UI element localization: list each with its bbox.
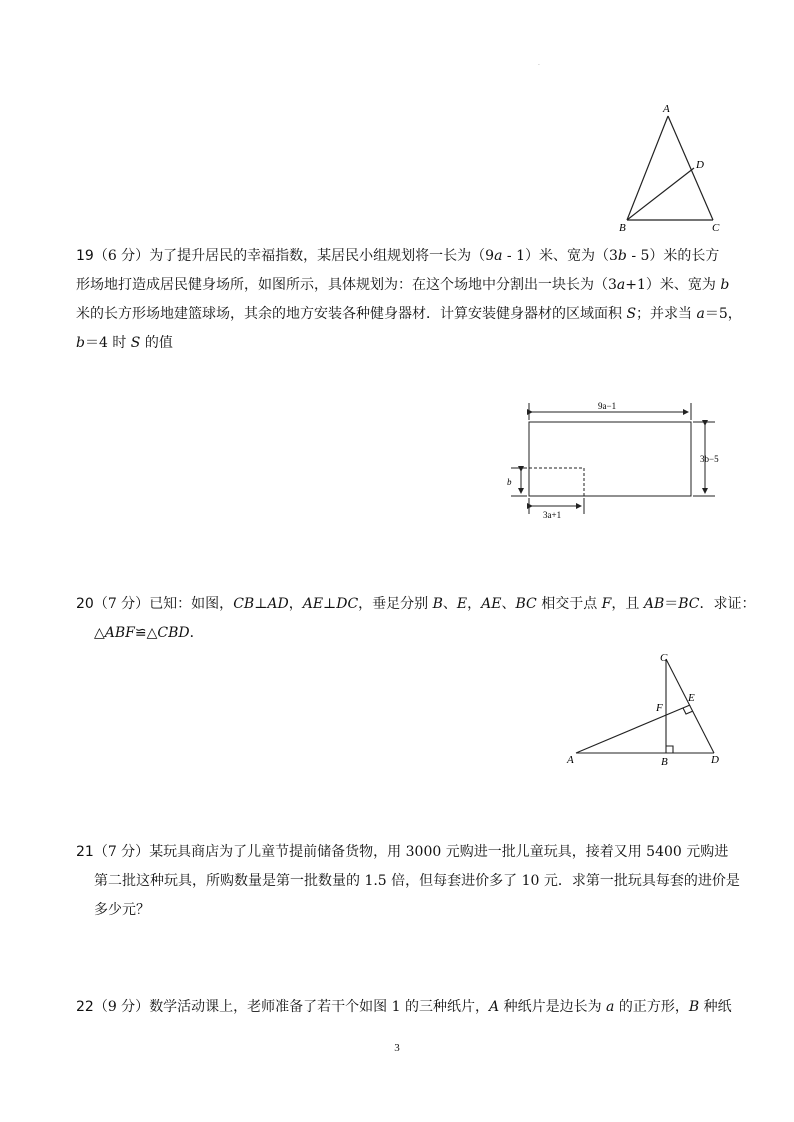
q22-text: B <box>688 999 700 1015</box>
question-score: （9 分） <box>93 999 150 1015</box>
segment-cd <box>666 659 714 753</box>
question-number: 19 <box>76 248 94 264</box>
label-d: D <box>711 754 719 766</box>
q20-text: CB <box>233 596 255 612</box>
q20-text: △ <box>94 625 105 641</box>
var-a: a <box>616 277 626 293</box>
q20-text: ⊥ <box>254 596 268 612</box>
question-number: 22 <box>76 999 94 1015</box>
label-b: B <box>661 756 668 768</box>
var-s: S <box>626 306 637 322</box>
var-a: a <box>696 306 705 322</box>
q20-text: BC <box>678 596 700 612</box>
label-b: B <box>619 222 626 234</box>
q22-text: 的正方形， <box>614 999 689 1015</box>
q19-text: ＝5， <box>704 306 742 322</box>
q21-text: 某玩具商店为了儿童节提前储备货物，用 3000 元购进一批儿童玩具，接着又用 5400 元购进 <box>149 844 729 860</box>
triangle-figure-q18 <box>610 100 730 235</box>
var-b: b <box>720 277 730 293</box>
q20-text: ， <box>467 596 482 612</box>
q20-text: E <box>456 596 468 612</box>
q19-text: ＝4 时 <box>84 335 131 351</box>
segment-ac <box>668 116 713 220</box>
question-number: 20 <box>76 596 94 612</box>
question-21 <box>76 838 740 925</box>
q20-text: B <box>432 596 443 612</box>
q20-text: AE <box>302 596 324 612</box>
q20-text: F <box>601 596 612 612</box>
q22-text: a <box>606 999 615 1015</box>
q21-text: 第二批这种玩具，所购数量是第一批数量的 1.5 倍，但每套进价多了 10 元．求第一批玩具每套的进价是 <box>94 873 740 889</box>
label-f: F <box>656 702 663 714</box>
right-dimension-label: 3b−5 <box>700 454 719 464</box>
question-19 <box>76 242 742 358</box>
q20-text: ABF <box>104 625 135 641</box>
q19-text: 形场地打造成居民健身场所，如图所示，具体规划为：在这个场地中分割出一块长为（3 <box>76 277 617 293</box>
q20-text: AE <box>481 596 502 612</box>
q20-text: 已知：如图， <box>149 596 234 612</box>
question-score: （7 分） <box>93 844 150 860</box>
label-d: D <box>696 159 704 171</box>
q20-text: BC <box>515 596 537 612</box>
q19-text: - 1）米、宽为（3 <box>502 248 618 264</box>
q20-text: AB <box>643 596 665 612</box>
q20-text: ，垂足分别 <box>358 596 433 612</box>
top-mark: · <box>538 62 540 69</box>
label-c: C <box>660 652 668 664</box>
q20-text: ＝ <box>664 596 679 612</box>
q19-text: 米的长方形场地建篮球场，其余的地方安装各种健身器材．计算安装健身器材的区域面积 <box>76 306 627 322</box>
bottom-dimension-label: 3a+1 <box>543 510 562 520</box>
q20-text: ， <box>288 596 303 612</box>
q19-text: +1）米、宽为 <box>625 277 721 293</box>
top-dimension-label: 9a−1 <box>598 401 617 411</box>
question-22 <box>76 993 732 1022</box>
q21-text: 多少元？ <box>94 902 150 918</box>
right-angle-b <box>666 746 673 753</box>
label-e: E <box>688 692 695 704</box>
q20-text: ≌△ <box>134 625 158 641</box>
q20-text: ．求证： <box>699 596 756 612</box>
triangle-figure-q20 <box>560 645 730 770</box>
label-c: C <box>712 222 720 234</box>
q20-text: 相交于点 <box>536 596 602 612</box>
q22-text: 种纸 <box>699 999 732 1015</box>
q20-text: DC <box>336 596 359 612</box>
q20-text: ，且 <box>611 596 644 612</box>
q20-text: AD <box>267 596 289 612</box>
q20-text: 、 <box>442 596 457 612</box>
left-dimension-label: b <box>507 477 512 487</box>
question-score: （6 分） <box>93 248 150 264</box>
q19-text: - 5）米的长方 <box>626 248 720 264</box>
q22-text: 数学活动课上，老师准备了若干个如图 1 的三种纸片， <box>149 999 489 1015</box>
field-outline <box>529 422 691 496</box>
var-a: a <box>494 248 503 264</box>
question-score: （7 分） <box>93 596 150 612</box>
q19-text: 的值 <box>140 335 173 351</box>
court-outline <box>529 468 584 496</box>
label-a: A <box>663 103 670 115</box>
question-number: 21 <box>76 844 94 860</box>
var-b: b <box>76 335 85 351</box>
page-number: 3 <box>394 1042 400 1054</box>
q19-text: ；并求当 <box>636 306 697 322</box>
rectangle-figure-q19 <box>505 400 725 520</box>
q22-text: A <box>489 999 500 1015</box>
label-a: A <box>567 754 574 766</box>
var-s: S <box>130 335 141 351</box>
question-20 <box>76 590 756 648</box>
q20-text: 、 <box>501 596 516 612</box>
q20-text: CBD <box>157 625 190 641</box>
q19-text: 为了提升居民的幸福指数，某居民小组规划将一长为（9 <box>149 248 495 264</box>
q20-text: ． <box>189 625 204 641</box>
q22-text: 种纸片是边长为 <box>499 999 607 1015</box>
q20-text: ⊥ <box>323 596 337 612</box>
var-b: b <box>617 248 627 264</box>
